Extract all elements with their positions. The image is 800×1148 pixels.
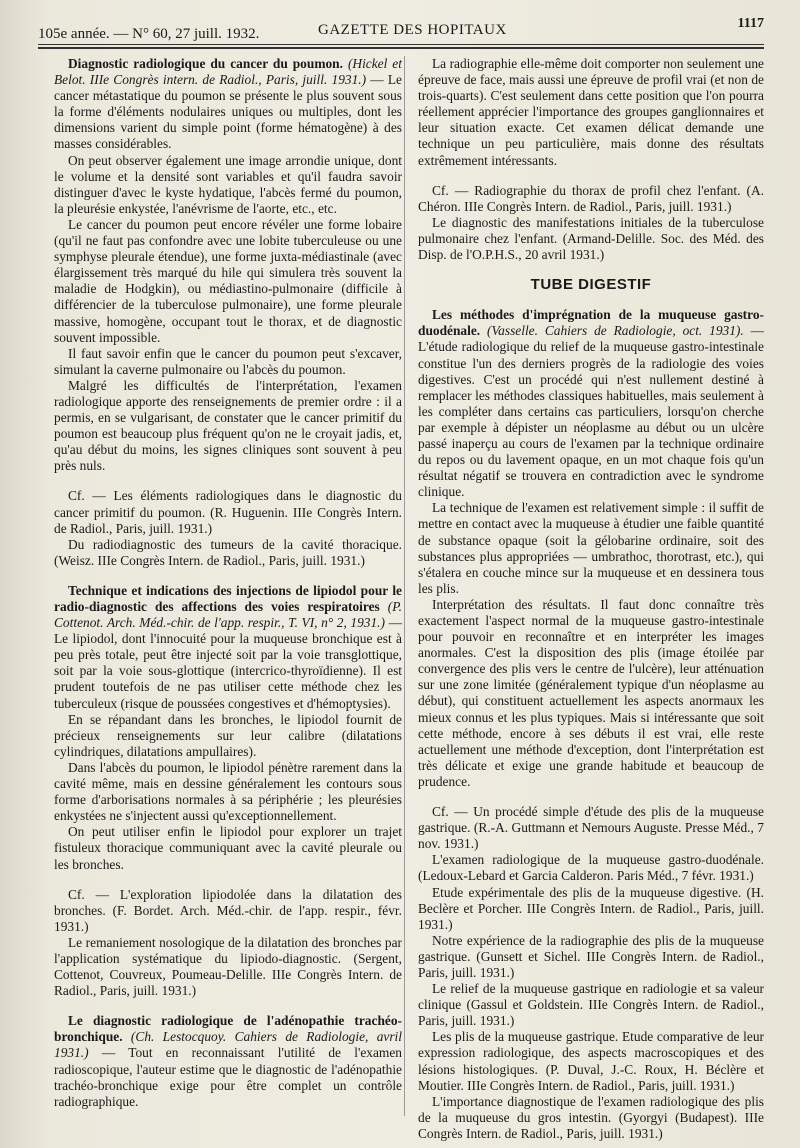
article-paragraph: Dans l'abcès du poumon, le lipiodol pénètre rarement dans la cavité même, mais en dessine généralement les contours sous forme d'arborisations normales à sa périphérie ; les pleurésies enkystées ne s'injectent aussi qu'exceptionnellement. xyxy=(54,759,402,824)
section-heading: TUBE DIGESTIF xyxy=(530,276,652,294)
see-also-reference: Etude expérimentale des plis de la muqueuse digestive. (H. Beclère et Porcher. IIIe Congrès Intern. de Radiol., Paris, juill. 1931.) xyxy=(418,884,764,932)
article-paragraph: Il faut savoir enfin que le cancer du poumon peut s'excaver, simulant la caverne pulmonaire ou l'abcès du poumon. xyxy=(54,345,402,377)
article-title: Technique et indications des injections de lipiodol pour le radio-diagnostic des affections des voies respiratoires xyxy=(54,582,402,614)
article-paragraph: La radiographie elle-même doit comporter non seulement une épreuve de face, mais aussi une épreuve de profil vrai (et non de trois-quarts). C'est seulement dans cette position que l'on pourra réellement apprécier l'importance des groupes ganglionnaires et leur situation exacte. Cet examen délicat demande une technique un peu particulière, mais donne des résultats extrêmement intéressants. xyxy=(418,56,764,168)
article-gastric-mucosa xyxy=(418,307,764,790)
page-number: 1117 xyxy=(737,16,764,31)
see-also-reference: Cf. — Un procédé simple d'étude des plis de la muqueuse gastrique. (R.-A. Guttmann et Nemours Auguste. Presse Méd., 7 nov. 1931.) xyxy=(418,804,764,852)
see-also-reference: Notre expérience de la radiographie des plis de la muqueuse gastrique. (Gunsett et Sichel. IIIe Congrès Intern. de Radiol., Paris, juill. 1931.) xyxy=(418,932,764,980)
article-paragraph: Interprétation des résultats. Il faut donc connaître très exactement l'aspect normal de la muqueuse gastro-intestinale pour pouvoir en reconnaître et en interpréter les images anormales. C'est la disposition des plis (image étoilée par convergence des plis vers le centre de l'ulcère), leur atténuation sur une zone limitée (généralement typique d'un néoplasme au début), qui constituent actuellement les aspects anormaux les mieux connus et les plus typiques. Mais si intéressante que soit cette méthode, encore à ses débuts il est vrai, elle reste actuellement une méthode d'exception, dont l'interprétation est très délicate et exige une grande habitude et beaucoup de prudence. xyxy=(418,596,764,789)
see-also-reference: Le remaniement nosologique de la dilatation des bronches par l'application systématique du lipiodo-diagnostic. (Sergent, Cottenot, Couvreux, Poumeau-Delille. IIIe Congrès Intern. de Radiol., Paris, juill. 1931.) xyxy=(54,934,402,999)
issue-info: 105e année. — N° 60, 27 juill. 1932. xyxy=(38,26,260,42)
article-reference: (Ch. Lestocquoy. Cahiers de Radiologie, avril 1931.) xyxy=(54,1029,402,1061)
article-text: — Tout en reconnaissant l'utilité de l'examen radioscopique, l'auteur estime que le diagnostic de l'adénopathie trachéo-bronchique exige pour être complet un contrôle radiographique. xyxy=(54,1045,402,1109)
article-paragraph: Malgré les difficultés de l'interprétation, l'examen radiologique apporte des renseignements de premier ordre : il a permis, en se vulgarisant, de constater que le cancer primitif du poumon est beaucoup plus fréquent qu'on ne le croyait jadis, et, qu'au début du moins, les signes cliniques sont souvent à peu près nuls. xyxy=(54,377,402,474)
see-also-reference: Le relief de la muqueuse gastrique en radiologie et sa valeur clinique (Gassul et Goldstein. IIIe Congrès Intern. de Radiol., Paris, juill. 1931.) xyxy=(418,981,764,1029)
see-also-block xyxy=(54,887,402,1000)
article-text: — Le cancer métastatique du poumon se présente le plus souvent sous la forme d'éléments nodulaires uniques ou multiples, dont les dimensions varient du simple point (forme hématogène) à des masses considérables. xyxy=(54,72,403,152)
see-also-reference: Le diagnostic des manifestations initiales de la tuberculose pulmonaire chez l'enfant. (Armand-Delille. Soc. des Méd. des Disp. de l'O.P.H.S., 20 avril 1931.) xyxy=(418,214,764,263)
article-lipiodol xyxy=(54,583,402,873)
article-paragraph: On peut utiliser enfin le lipiodol pour explorer un trajet fistuleux thoracique communiquant avec la cavité pleurale ou les bronches. xyxy=(54,824,402,872)
article-paragraph: En se répandant dans les bronches, le lipiodol fournit de précieux renseignements sur leur calibre (dilatations cylindriques, dilatations ampullaires). xyxy=(54,711,402,759)
see-also-block xyxy=(418,183,764,263)
see-also-reference: Cf. — L'exploration lipiodolée dans la dilatation des bronches. (F. Bordet. Arch. Méd.-chir. de l'app. respir., févr. 1931.) xyxy=(54,886,402,934)
article-adenopathy xyxy=(54,1013,402,1110)
header-rule-thick xyxy=(38,47,764,49)
article-reference: (P. Cottenot. Arch. Méd.-chir. de l'app. respir., T. VI, n° 2, 1931.) xyxy=(54,599,402,631)
article-text: — Le lipiodol, dont l'innocuité pour la muqueuse bronchique est à peu près totale, peut être injecté soit par la voie transglottique, soit par la voie sous-glottique (intercrico-thyroïdienne). Il est prudent toutefois de ne pas utiliser cette méthode chez les tuberculeux (risque de poussées congestives et d'hémoptysies). xyxy=(54,615,402,711)
left-column xyxy=(54,56,402,1124)
article-title: Le diagnostic radiologique de l'adénopathie trachéo-bronchique. xyxy=(54,1013,402,1045)
article-title: Les méthodes d'imprégnation de la muqueuse gastro-duodénale. xyxy=(418,307,764,339)
article-paragraph: On peut observer également une image arrondie unique, dont le volume et la densité sont variables et qu'il faudra savoir distinguer d'avec le kyste hydatique, l'abcès fermé du poumon, la pleurésie enkystée, l'anévrisme de l'aorte, etc., etc. xyxy=(54,152,402,216)
article-adenopathy-continued xyxy=(418,56,764,169)
see-also-reference: L'importance diagnostique de l'examen radiologique des plis de la muqueuse du gros intestin. (Gyorgyi (Budapest). IIIe Congrès Intern. de Radiol., Paris, juill. 1931.) xyxy=(418,1093,764,1141)
see-also-reference: Cf. — Radiographie du thorax de profil chez l'enfant. (A. Chéron. IIIe Congrès Intern. de Radiol., Paris, juill. 1931.) xyxy=(418,182,764,214)
journal-title: GAZETTE DES HOPITAUX xyxy=(318,22,507,38)
see-also-block xyxy=(418,804,764,1142)
see-also-reference: Du radiodiagnostic des tumeurs de la cavité thoracique. (Weisz. IIIe Congrès Intern. de Radiol., Paris, juill. 1931.) xyxy=(54,536,402,568)
header-rule xyxy=(38,44,764,45)
article-paragraph: La technique de l'examen est relativement simple : il suffit de mettre en contact avec la muqueuse à étudier une faible quantité de substance opaque (soit la gélobarine ordinaire, soit des substances plus appropriées — umbrathoc, thorotrast, etc.), qui s'étalera en couche mince sur la muqueuse et en dessinera tous les plis. xyxy=(418,500,764,596)
column-divider xyxy=(404,56,405,1116)
article-reference: (Vasselle. Cahiers de Radiologie, oct. 1931). xyxy=(487,323,744,339)
article-text: — L'étude radiologique du relief de la muqueuse gastro-intestinale constitue l'un des derniers progrès de la radiologie des voies digestives. C'est un procédé qui n'est nullement destiné à remplacer les méthodes classiques habituelles, mais seulement à les compléter dans certains cas particuliers, lorsqu'on cherche par exemple à dépister un néoplasme au début ou un ulcère passé inaperçu au cours de l'examen par la technique ordinaire du repos ou du lavement opaque, en un mot chaque fois qu'un résultat négatif se trouvera en contradiction avec le syndrome clinique. xyxy=(418,323,764,500)
running-header xyxy=(38,16,764,46)
see-also-reference: Cf. — Les éléments radiologiques dans le diagnostic du cancer primitif du poumon. (R. Huguenin. IIIe Congrès Intern. de Radiol., Paris, juill. 1931.) xyxy=(54,488,402,536)
article-reference: (Hickel et Belot. IIIe Congrès intern. de Radiol., Paris, juill. 1931.) xyxy=(54,56,402,88)
see-also-block xyxy=(54,488,402,568)
see-also-reference: L'examen radiologique de la muqueuse gastro-duodénale. (Ledoux-Lebard et Garcia Calderon. Paris Méd., 7 févr. 1931.) xyxy=(418,852,764,884)
see-also-reference: Les plis de la muqueuse gastrique. Etude comparative de leur expression radiologique, des aspects macroscopiques et des lésions histologiques. (P. Duval, J.-C. Roux, H. Béclère et Moutier. IIIe Congrès Intern. de Radiol., Paris, juill. 1931.) xyxy=(418,1029,764,1093)
article-paragraph: Le cancer du poumon peut encore révéler une forme lobaire (qu'il ne faut pas confondre avec une lobite tuberculeuse ou une symphyse pleurale étendue), une forme juxta-médiastinale (avec élargissement très marqué du hile qui simulera très souvent la maladie de Hodgkin), ou médiastino-pulmonaire (difficile à différencier de la tuberculose pulmonaire), une forme pleurale massive, homogène, occupant tout le thorax, et de diagnostic souvent impossible. xyxy=(54,216,402,345)
article-lung-cancer xyxy=(54,56,402,474)
article-title: Diagnostic radiologique du cancer du poumon. xyxy=(68,56,343,71)
right-column xyxy=(418,56,764,1148)
